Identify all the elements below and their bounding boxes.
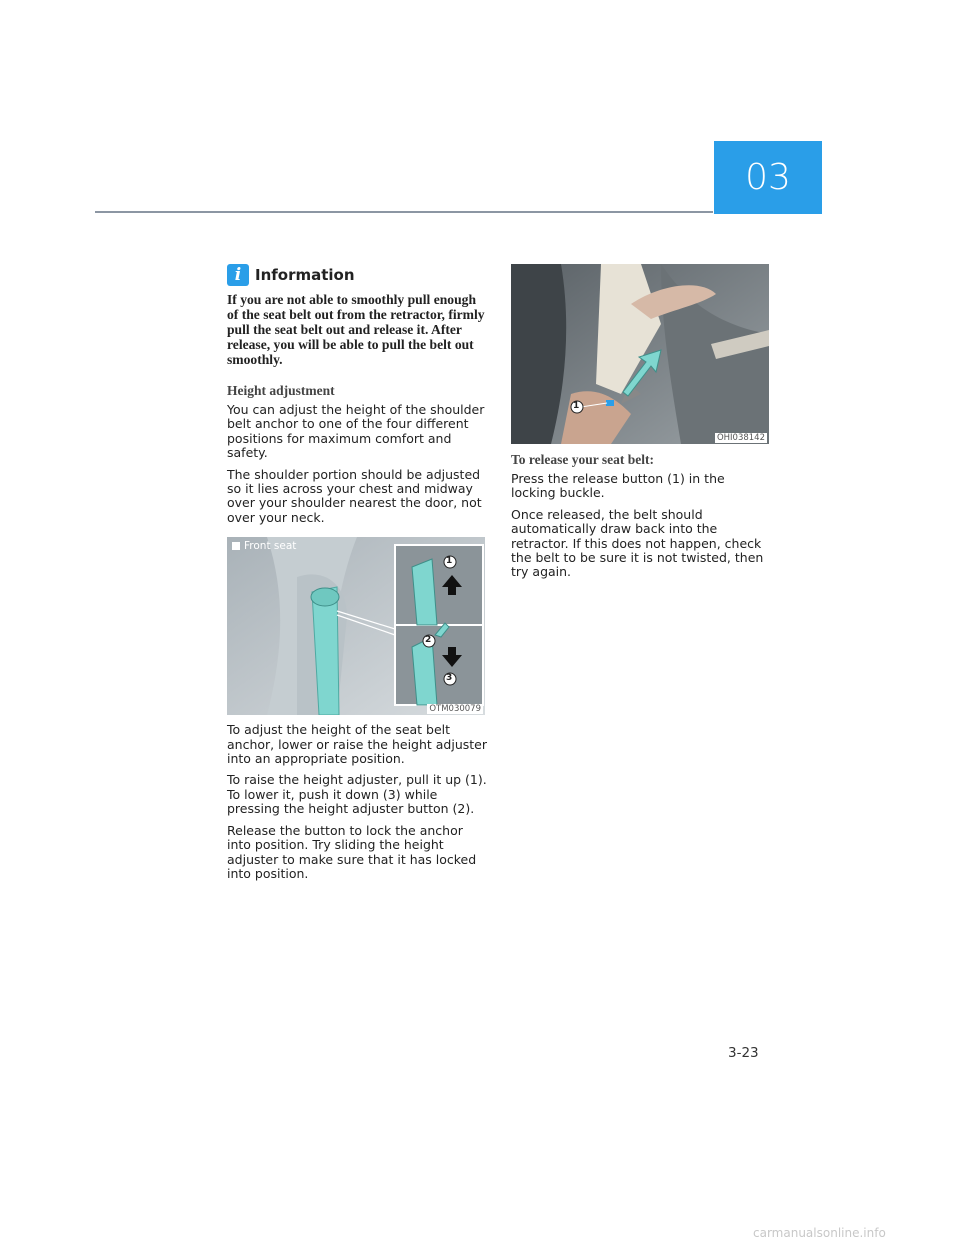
left-column	[227, 264, 487, 888]
watermark: carmanualsonline.info	[753, 1226, 886, 1240]
height-para-2: The shoulder portion should be adjusted so it lies across your chest and midway over your shoulder nearest the door, not over your neck.	[227, 466, 482, 525]
right-column	[511, 264, 771, 587]
height-adjustment-heading: Height adjustment	[227, 383, 335, 398]
height-para-5: Release the button to lock the anchor into position. Try sliding the height adjuster to make sure that it has locked into position.	[227, 822, 477, 881]
chapter-tab	[714, 141, 822, 214]
release-callout-1: 1	[573, 401, 580, 411]
figure-label-text: Front seat	[244, 540, 297, 553]
chapter-number: 03	[745, 157, 791, 198]
release-para-1: Press the release button (1) in the locking buckle.	[511, 471, 725, 501]
header-rule	[95, 211, 713, 213]
figure-label	[232, 540, 296, 552]
release-figure-code: OHI038142	[716, 433, 765, 443]
callout-2: 2	[425, 635, 432, 646]
height-para-1: You can adjust the height of the shoulder belt anchor to one of the four different positions for maximum comfort and safety.	[227, 402, 485, 461]
info-body: If you are not able to smoothly pull enough of the seat belt out from the retractor, firmly pull the seat belt out and release it. After release, you will be able to pull the belt out smoothly.	[227, 292, 485, 367]
callout-3: 3	[446, 673, 453, 684]
height-para-4: To raise the height adjuster, pull it up (1). To lower it, push it down (3) while pressing the height adjuster button (2).	[227, 772, 487, 817]
info-header	[227, 264, 487, 286]
release-illustration	[511, 264, 769, 444]
front-seat-figure	[227, 537, 485, 715]
info-icon: i	[227, 264, 249, 286]
figure-code: OTM030079	[429, 704, 481, 715]
page-number: 3-23	[728, 1045, 759, 1061]
release-figure	[511, 264, 769, 444]
height-para-3: To adjust the height of the seat belt anchor, lower or raise the height adjuster into an appropriate position.	[227, 722, 488, 767]
release-para-2: Once released, the belt should automatically draw back into the retractor. If this does not happen, check the belt to be sure it is not twisted, then try again.	[511, 506, 764, 580]
square-icon	[232, 542, 240, 550]
release-heading: To release your seat belt:	[511, 452, 654, 467]
info-title: Information	[255, 266, 355, 284]
callout-1: 1	[446, 556, 453, 567]
